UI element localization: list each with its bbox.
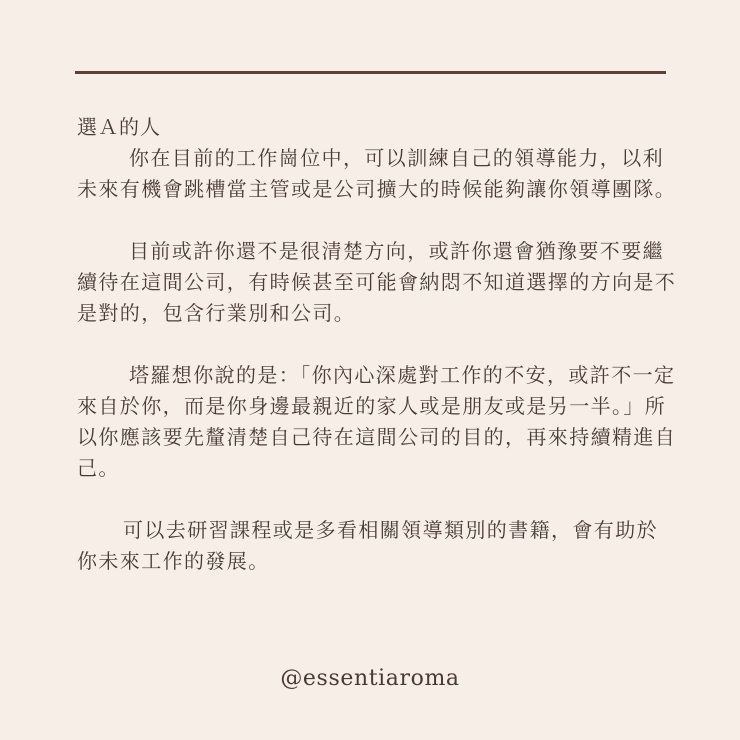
article-body xyxy=(77,112,677,608)
paragraph-2: 目前或許你還不是很清楚方向，或許你還會猶豫要不要繼續待在這間公司，有時候甚至可能會納悶不知道選擇的方向是不是對的，包含行業別和公司。 xyxy=(77,239,677,325)
author-handle: @essentiaroma xyxy=(280,666,460,691)
section-heading: 選Ａ的人 xyxy=(77,115,161,139)
paragraph-3: 塔羅想你說的是：「你內心深處對工作的不安，或許不一定來自於你，而是你身邊最親近的家人或是朋友或是另一半。」所以你應該要先釐清楚自己待在這間公司的目的，再來持續精進自己。 xyxy=(77,363,677,480)
paragraph-4: 可以去研習課程或是多看相關領導類別的書籍，會有助於你未來工作的發展。 xyxy=(77,518,658,573)
top-divider xyxy=(75,71,666,74)
paragraph-1: 你在目前的工作崗位中，可以訓練自己的領導能力，以利未來有機會跳槽當主管或是公司擴大的時候能夠讓你領導團隊。 xyxy=(77,146,677,201)
